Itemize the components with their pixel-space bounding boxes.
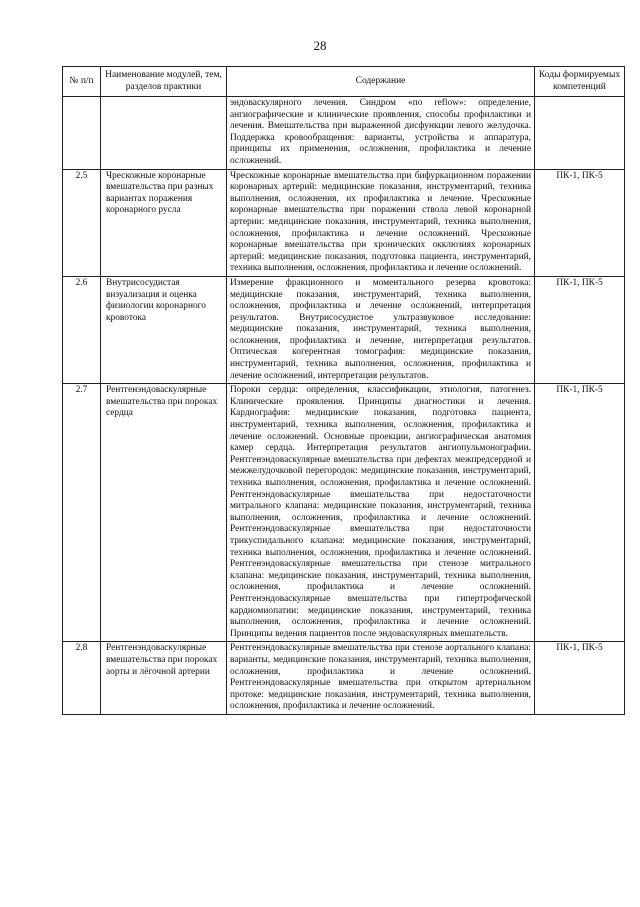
row-content: Чрескожные коронарные вмешательства при бифуркационном поражении коронарных артерий: медицинские показания, инструментарий, техника выполнения, осложнения, их профилактика и лечение. Чрескожные коронарные вмешательства при поражении ствола левой коронарной артерии: медицинские показания, инструментарий, техника выполнения, осложнения, профилактика и лечение осложнений. Чрескожные коронарные вмешательства при хронических окклюзиях коронарных артерий: медицинские показания, подготовка пациента, инструментарий, техника выполнения, осложнения, профилактика и лечение осложнений.: [227, 169, 535, 276]
row-name: Рентгенэндоваскулярные вмешательства при пороках аорты и лёгочной артерии: [101, 642, 227, 715]
row-codes: ПК-1, ПК-5: [535, 169, 625, 276]
row-content: эндоваскулярного лечения. Синдром «по reflow»: определение, ангиографические и клинические проявления, способы профилактики и лечения. Вмешательства при выраженной дисфункции левого желудочка. Поддержка кровообращения: варианты, устройства и аппаратура, принципы их применения, осложнения, профилактика и лечение осложнений.: [227, 97, 535, 170]
row-name: Рентгенэндоваскулярные вмешательства при пороках сердца: [101, 384, 227, 642]
row-codes: ПК-1, ПК-5: [535, 642, 625, 715]
row-num: [63, 97, 101, 170]
table-row: [63, 169, 625, 276]
table-row: [63, 384, 625, 642]
row-content: Рентгенэндоваскулярные вмешательства при стенозе аортального клапана: варианты, медицинские показания, инструментарий, техника выполнения, осложнения, профилактика и лечение осложнений. Рентгенэндоваскулярные вмешательства при открытом артериальном протоке: медицинские показания, инструментарий, техника выполнения, осложнения, профилактика и лечение осложнений.: [227, 642, 535, 715]
table-header-row: [63, 67, 625, 97]
table-row: [63, 276, 625, 383]
row-codes: ПК-1, ПК-5: [535, 276, 625, 383]
header-codes: Коды формируемых компетенций: [535, 67, 625, 97]
row-content: Пороки сердца: определения, классификации, этиология, патогенез. Клинические проявления. Принципы диагностики и лечения. Кардиография: медицинские показания, подготовка пациента, инструментарий, техника выполнения, осложнения, профилактика и лечение осложнений. Основные проекции, ангиографическая анатомия камер сердца. Интерпретация результатов ангиопульмонографии. Рентгенэндоваскулярные вмешательства при дефектах межпредсердной и межжелудочковой перегородок: медицинские показания, инструментарий, техника выполнения, осложнения, профилактика и лечение осложнений. Рентгенэндоваскулярные вмешательства при недостаточности митрального клапана: медицинские показания, инструментарий, техника выполнения, осложнения, профилактика и лечение осложнений. Рентгенэндоваскулярные вмешательства при недостаточности трикуспидального клапана: медицинские показания, инструментарий, техника выполнения, осложнения, профилактика и лечение осложнений. Рентгенэндоваскулярные вмешательства при стенозе митрального клапана: медицинские показания, инструментарий, техника выполнения, осложнения, профилактика и лечение осложнений. Рентгенэндоваскулярные вмешательства при гипертрофической кардиомиопатии: медицинские показания, инструментарий, техника выполнения, осложнения, профилактика и лечение осложнений. Принципы ведения пациентов после эндоваскулярных вмешательств.: [227, 384, 535, 642]
header-num: № п/п: [63, 67, 101, 97]
row-codes: ПК-1, ПК-5: [535, 384, 625, 642]
row-content: Измерение фракционного и моментального резерва кровотока: медицинские показания, инструментарий, техника выполнения, осложнения, профилактика и лечение осложнений, интерпретация результатов. Внутрисосудистое ультразвуковое исследование: медицинские показания, инструментарий, техника выполнения, осложнения, профилактика и лечение, интерпретация результатов. Оптическая когерентная томография: медицинские показания, инструментарий, техника выполнения, осложнения, профилактика и лечение осложнений, интерпретация результатов.: [227, 276, 535, 383]
table-row: [63, 642, 625, 715]
table-row: [63, 97, 625, 170]
row-num: 2.7: [63, 384, 101, 642]
row-num: 2.6: [63, 276, 101, 383]
header-content: Содержание: [227, 67, 535, 97]
curriculum-table: [62, 66, 625, 715]
row-name: Внутрисосудистая визуализация и оценка физиологии коронарного кровотока: [101, 276, 227, 383]
page-number: 28: [313, 38, 327, 53]
row-name: [101, 97, 227, 170]
row-num: 2.8: [63, 642, 101, 715]
header-name: Наименование модулей, тем, разделов практики: [101, 67, 227, 97]
row-name: Чрескожные коронарные вмешательства при разных вариантах поражения коронарного русла: [101, 169, 227, 276]
row-codes: [535, 97, 625, 170]
row-num: 2.5: [63, 169, 101, 276]
